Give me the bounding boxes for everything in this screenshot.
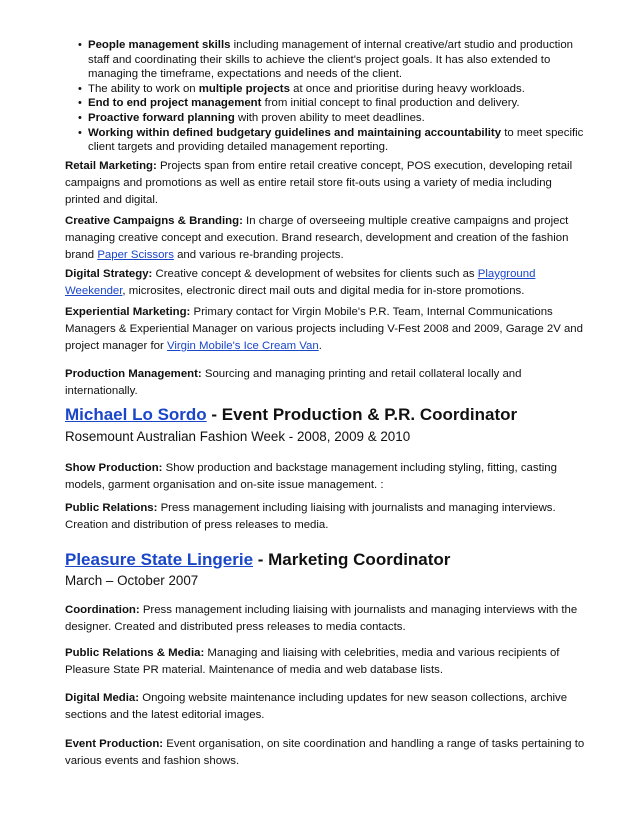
- section-subtitle: March – October 2007: [65, 573, 199, 588]
- playground-weekender-link[interactable]: Playground Weekender: [65, 268, 536, 297]
- michael-lo-sordo-link[interactable]: Michael Lo Sordo: [65, 405, 207, 424]
- skills-bullet-list: [78, 38, 588, 155]
- section-title-michael-lo-sordo: Michael Lo Sordo - Event Production & P.R. Coordinator: [65, 405, 518, 424]
- experiential-marketing-paragraph: Experiential Marketing: Primary contact for Virgin Mobile's P.R. Team, Internal Communications Managers & Experiential Manager on various projects including V-Fest 2008 and 2009, Garage 2V and project manager for Virgin Mobile's Ice Cream Van.: [65, 306, 583, 352]
- coordination-paragraph: Coordination: Press management including liaising with journalists and managing interviews with the designer. Created and distributed press releases to media contacts.: [65, 604, 578, 633]
- digital-strategy-paragraph: Digital Strategy: Creative concept & development of websites for clients such as Playground Weekender, microsites, electronic direct mail outs and digital media for in-store promotions.: [65, 268, 536, 297]
- production-management-paragraph: Production Management: Sourcing and managing printing and retail collateral locally and internationally.: [65, 368, 522, 397]
- retail-marketing-paragraph: Retail Marketing: Projects span from entire retail creative concept, POS execution, developing retail campaigns and promotions as well as entire retail store fit-outs using a variety of media including printed and digital.: [65, 160, 573, 206]
- section-subtitle: Rosemount Australian Fashion Week - 2008, 2009 & 2010: [65, 429, 411, 444]
- digital-media-paragraph: Digital Media: Ongoing website maintenance including updates for new season collections, archive sections and the latest editorial images.: [65, 692, 568, 721]
- show-production-paragraph: Show Production: Show production and backstage management including styling, fitting, casting models, garment organisation and on-site issue management. :: [65, 462, 557, 491]
- event-production-paragraph: Event Production: Event organisation, on site coordination and handling a range of tasks pertaining to various events and fashion shows.: [65, 738, 585, 767]
- public-relations-paragraph: Public Relations: Press management including liaising with journalists and managing interviews. Creation and distribution of press releases to media.: [65, 502, 556, 531]
- ice-cream-van-link[interactable]: Virgin Mobile's Ice Cream Van: [166, 339, 319, 352]
- bullet-icon: •: [78, 82, 82, 95]
- bullet-item: • End to end project management from initial concept to final production and delivery.: [78, 97, 520, 110]
- bullet-icon: •: [78, 111, 82, 124]
- bullet-item: • People management skills including management of internal creative/art studio and production staff and coordinating their skills to achieve the client's project goals. It has also extended to managing the timeframe, expectations and needs of the client.: [78, 39, 574, 81]
- paper-scissors-link[interactable]: Paper Scissors: [97, 248, 174, 261]
- bullet-icon: •: [78, 97, 82, 110]
- bullet-item: • Proactive forward planning with proven ability to meet deadlines.: [78, 111, 425, 124]
- pr-media-paragraph: Public Relations & Media: Managing and liaising with celebrities, media and various recipients of Pleasure State PR material. Maintenance of media and web database lists.: [65, 647, 560, 676]
- pleasure-state-lingerie-link[interactable]: Pleasure State Lingerie: [65, 550, 254, 569]
- section-title-pleasure-state: Pleasure State Lingerie - Marketing Coordinator: [65, 550, 451, 569]
- bullet-icon: •: [78, 126, 82, 139]
- bullet-icon: •: [78, 39, 82, 51]
- creative-campaigns-paragraph: Creative Campaigns & Branding: In charge of overseeing multiple creative campaigns and project managing creative concept and execution. Brand research, development and creation of the fashion brand Paper Scissors and various re-branding projects.: [65, 215, 569, 261]
- bullet-item: • Working within defined budgetary guidelines and maintaining accountability to meet specific client targets and providing detailed management reporting.: [78, 126, 584, 154]
- bullet-item: • The ability to work on multiple projects at once and prioritise during heavy workloads.: [78, 82, 525, 95]
